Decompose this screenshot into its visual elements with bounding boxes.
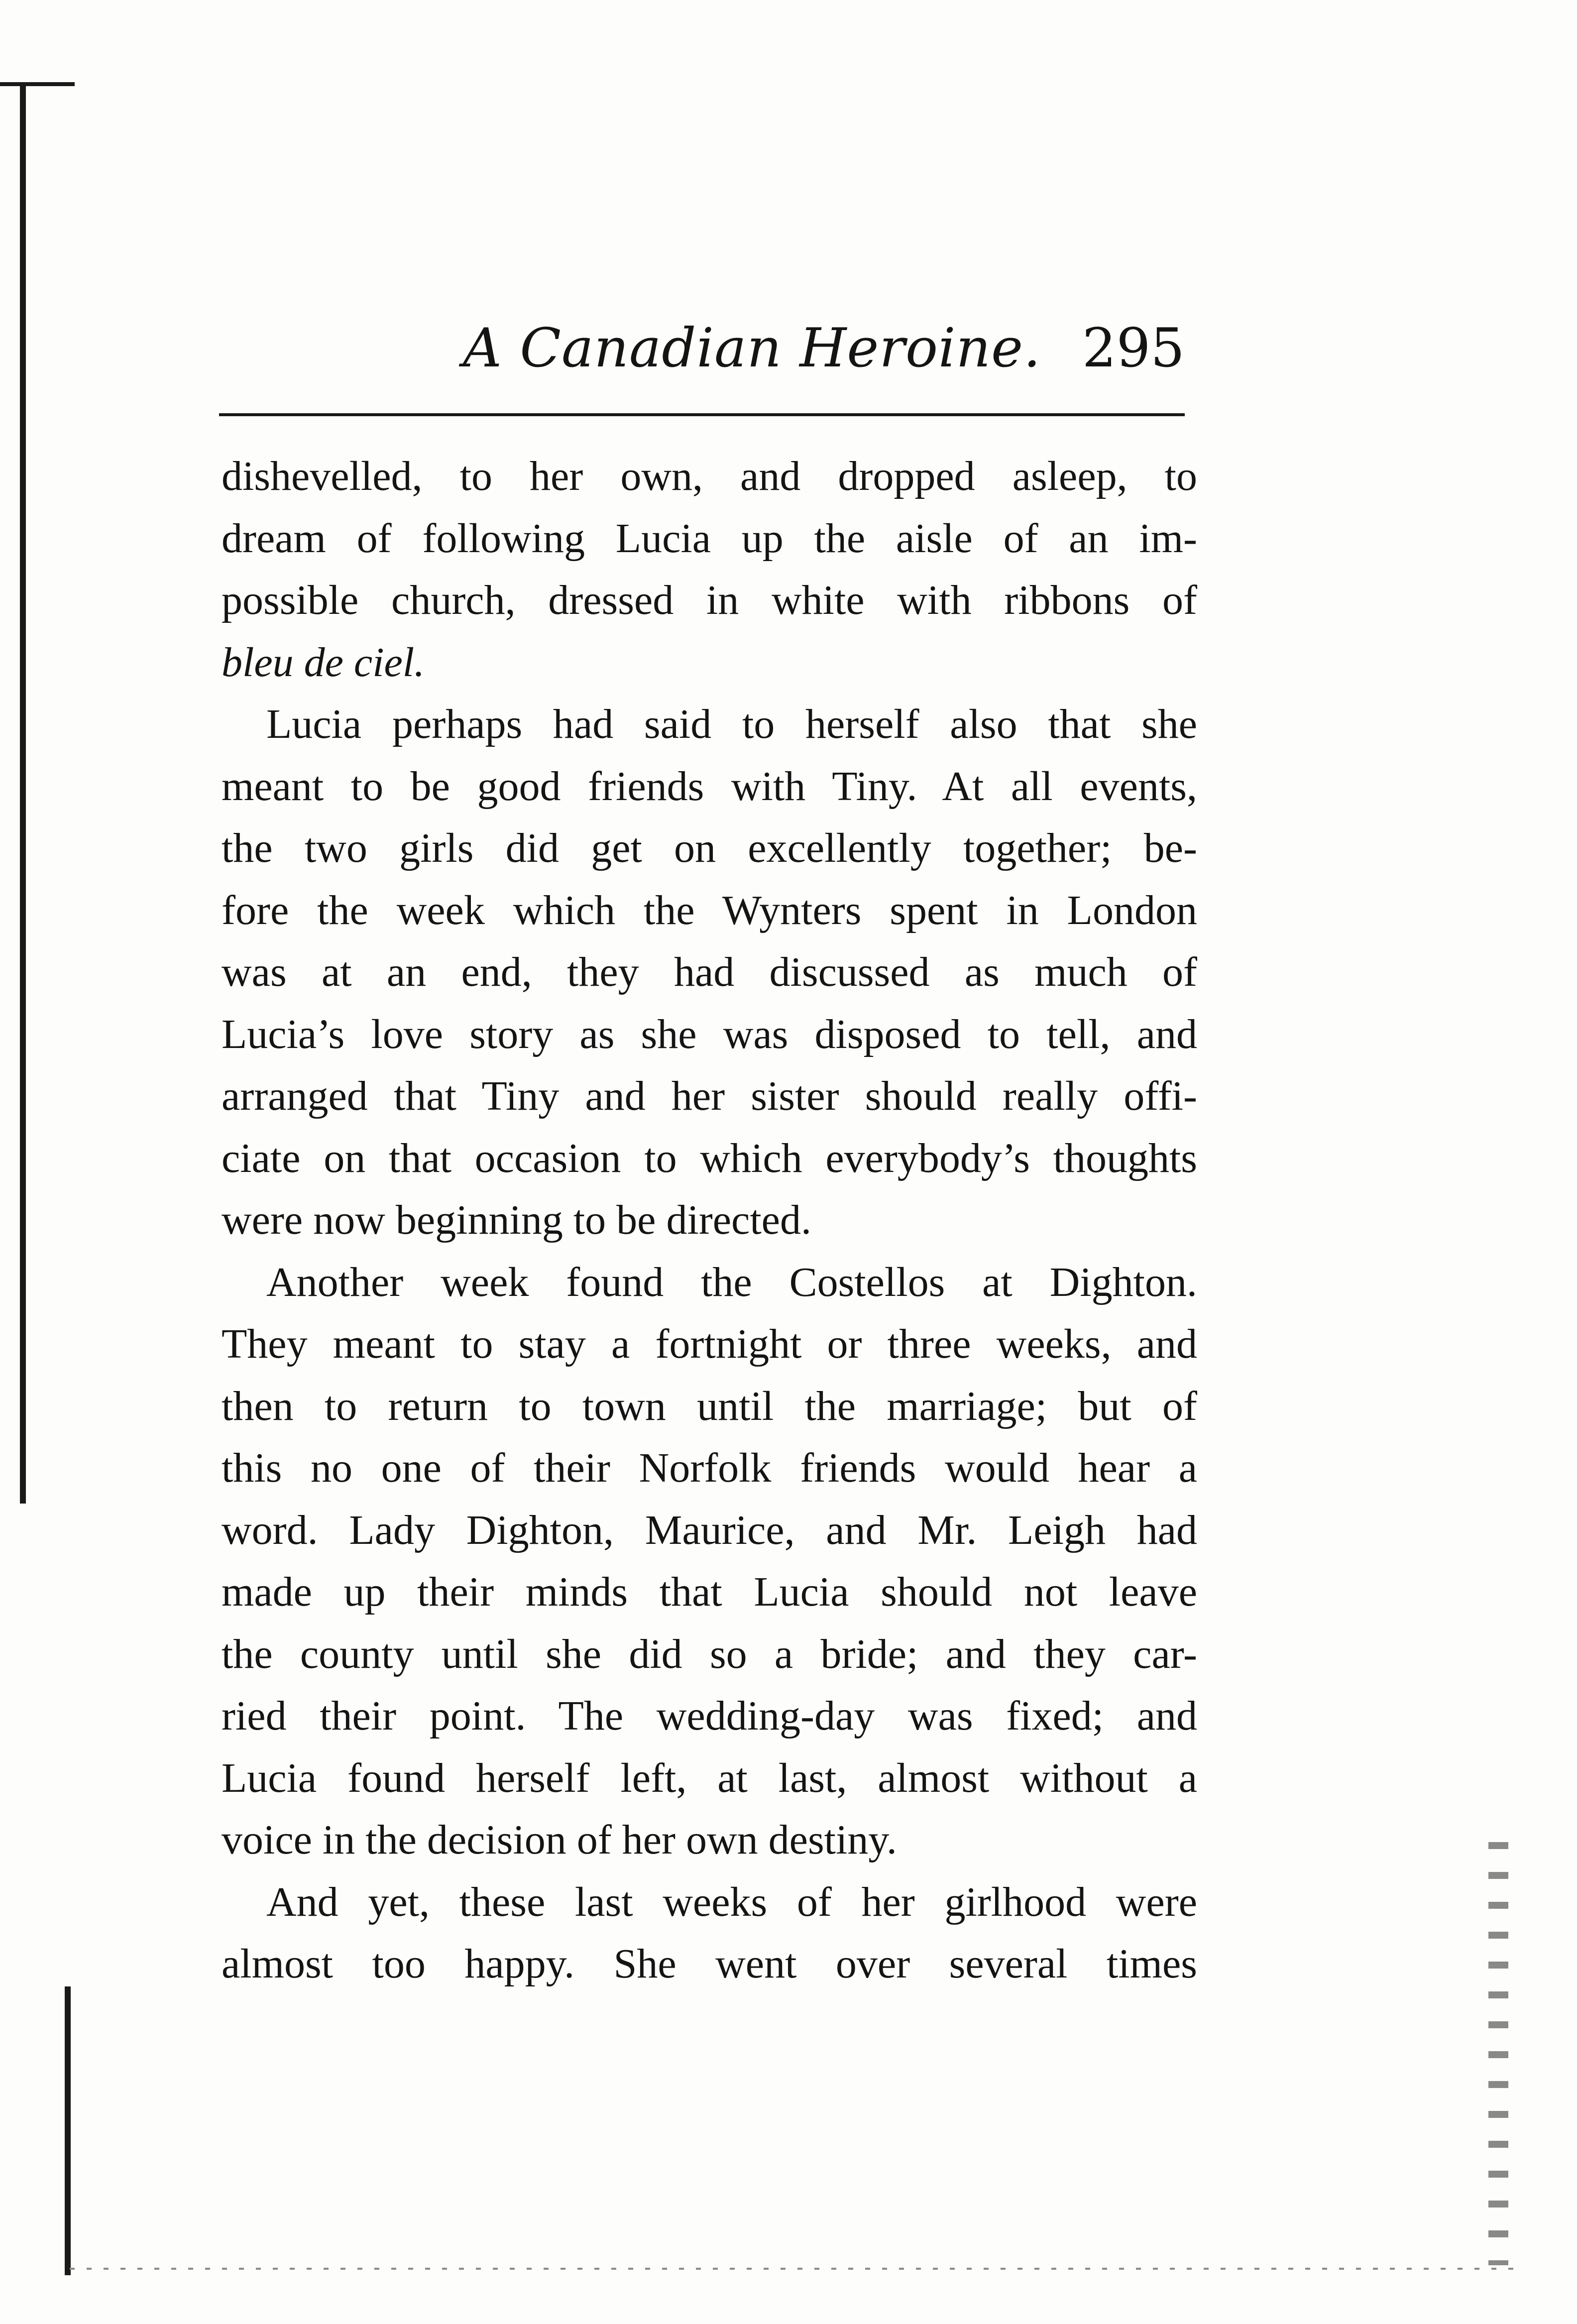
- binding-edge-line-lower: [65, 1986, 71, 2275]
- text-line: They meant to stay a fortnight or three weeks, and: [222, 1321, 1197, 1367]
- body-text: [222, 446, 1197, 1995]
- text-line: Lucia’s love story as she was disposed to tell, and: [222, 1011, 1197, 1057]
- text-line: the county until she did so a bride; and they car-: [222, 1630, 1197, 1677]
- binding-edge-mark: [0, 82, 75, 86]
- running-title: A Canadian Heroine.: [463, 317, 1041, 379]
- page-number: 295: [1082, 317, 1185, 379]
- header-rule: [219, 413, 1185, 416]
- text-line: the two girls did get on excellently together; be-: [222, 825, 1197, 871]
- text-line: Another week found the Costellos at Dighton.: [266, 1259, 1197, 1305]
- text-line: dishevelled, to her own, and dropped asleep, to: [222, 453, 1197, 499]
- text-line: was at an end, they had discussed as much of: [222, 949, 1197, 995]
- text-line: dream of following Lucia up the aisle of an im-: [222, 515, 1197, 562]
- text-line: this no one of their Norfolk friends would hear a: [222, 1445, 1197, 1491]
- text-line: voice in the decision of her own destiny.: [222, 1817, 897, 1863]
- running-header: [219, 309, 1185, 388]
- text-line: meant to be good friends with Tiny. At all events,: [222, 763, 1197, 810]
- text-line: were now beginning to be directed.: [222, 1197, 811, 1243]
- text-line: Lucia found herself left, at last, almost without a: [222, 1754, 1197, 1801]
- text-line: fore the week which the Wynters spent in London: [222, 887, 1197, 933]
- text-line: possible church, dressed in white with ribbons of: [222, 577, 1197, 623]
- text-line: And yet, these last weeks of her girlhood were: [266, 1878, 1197, 1925]
- text-line: almost too happy. She went over several times: [222, 1941, 1197, 1987]
- text-line: arranged that Tiny and her sister should really offi-: [222, 1073, 1197, 1119]
- text-line: then to return to town until the marriage; but of: [222, 1383, 1197, 1429]
- text-line: made up their minds that Lucia should not leave: [222, 1569, 1197, 1615]
- scan-right-edge-marks: [1488, 1842, 1508, 2265]
- text-line-italic: bleu de ciel.: [222, 639, 425, 686]
- text-line: ciate on that occasion to which everybody’s thoughts: [222, 1135, 1197, 1181]
- scan-bottom-edge: [70, 2268, 1513, 2270]
- text-line: Lucia perhaps had said to herself also that she: [266, 701, 1197, 747]
- text-line: ried their point. The wedding-day was fixed; and: [222, 1693, 1197, 1739]
- binding-edge-line: [20, 85, 26, 1504]
- text-line: word. Lady Dighton, Maurice, and Mr. Leigh had: [222, 1507, 1197, 1553]
